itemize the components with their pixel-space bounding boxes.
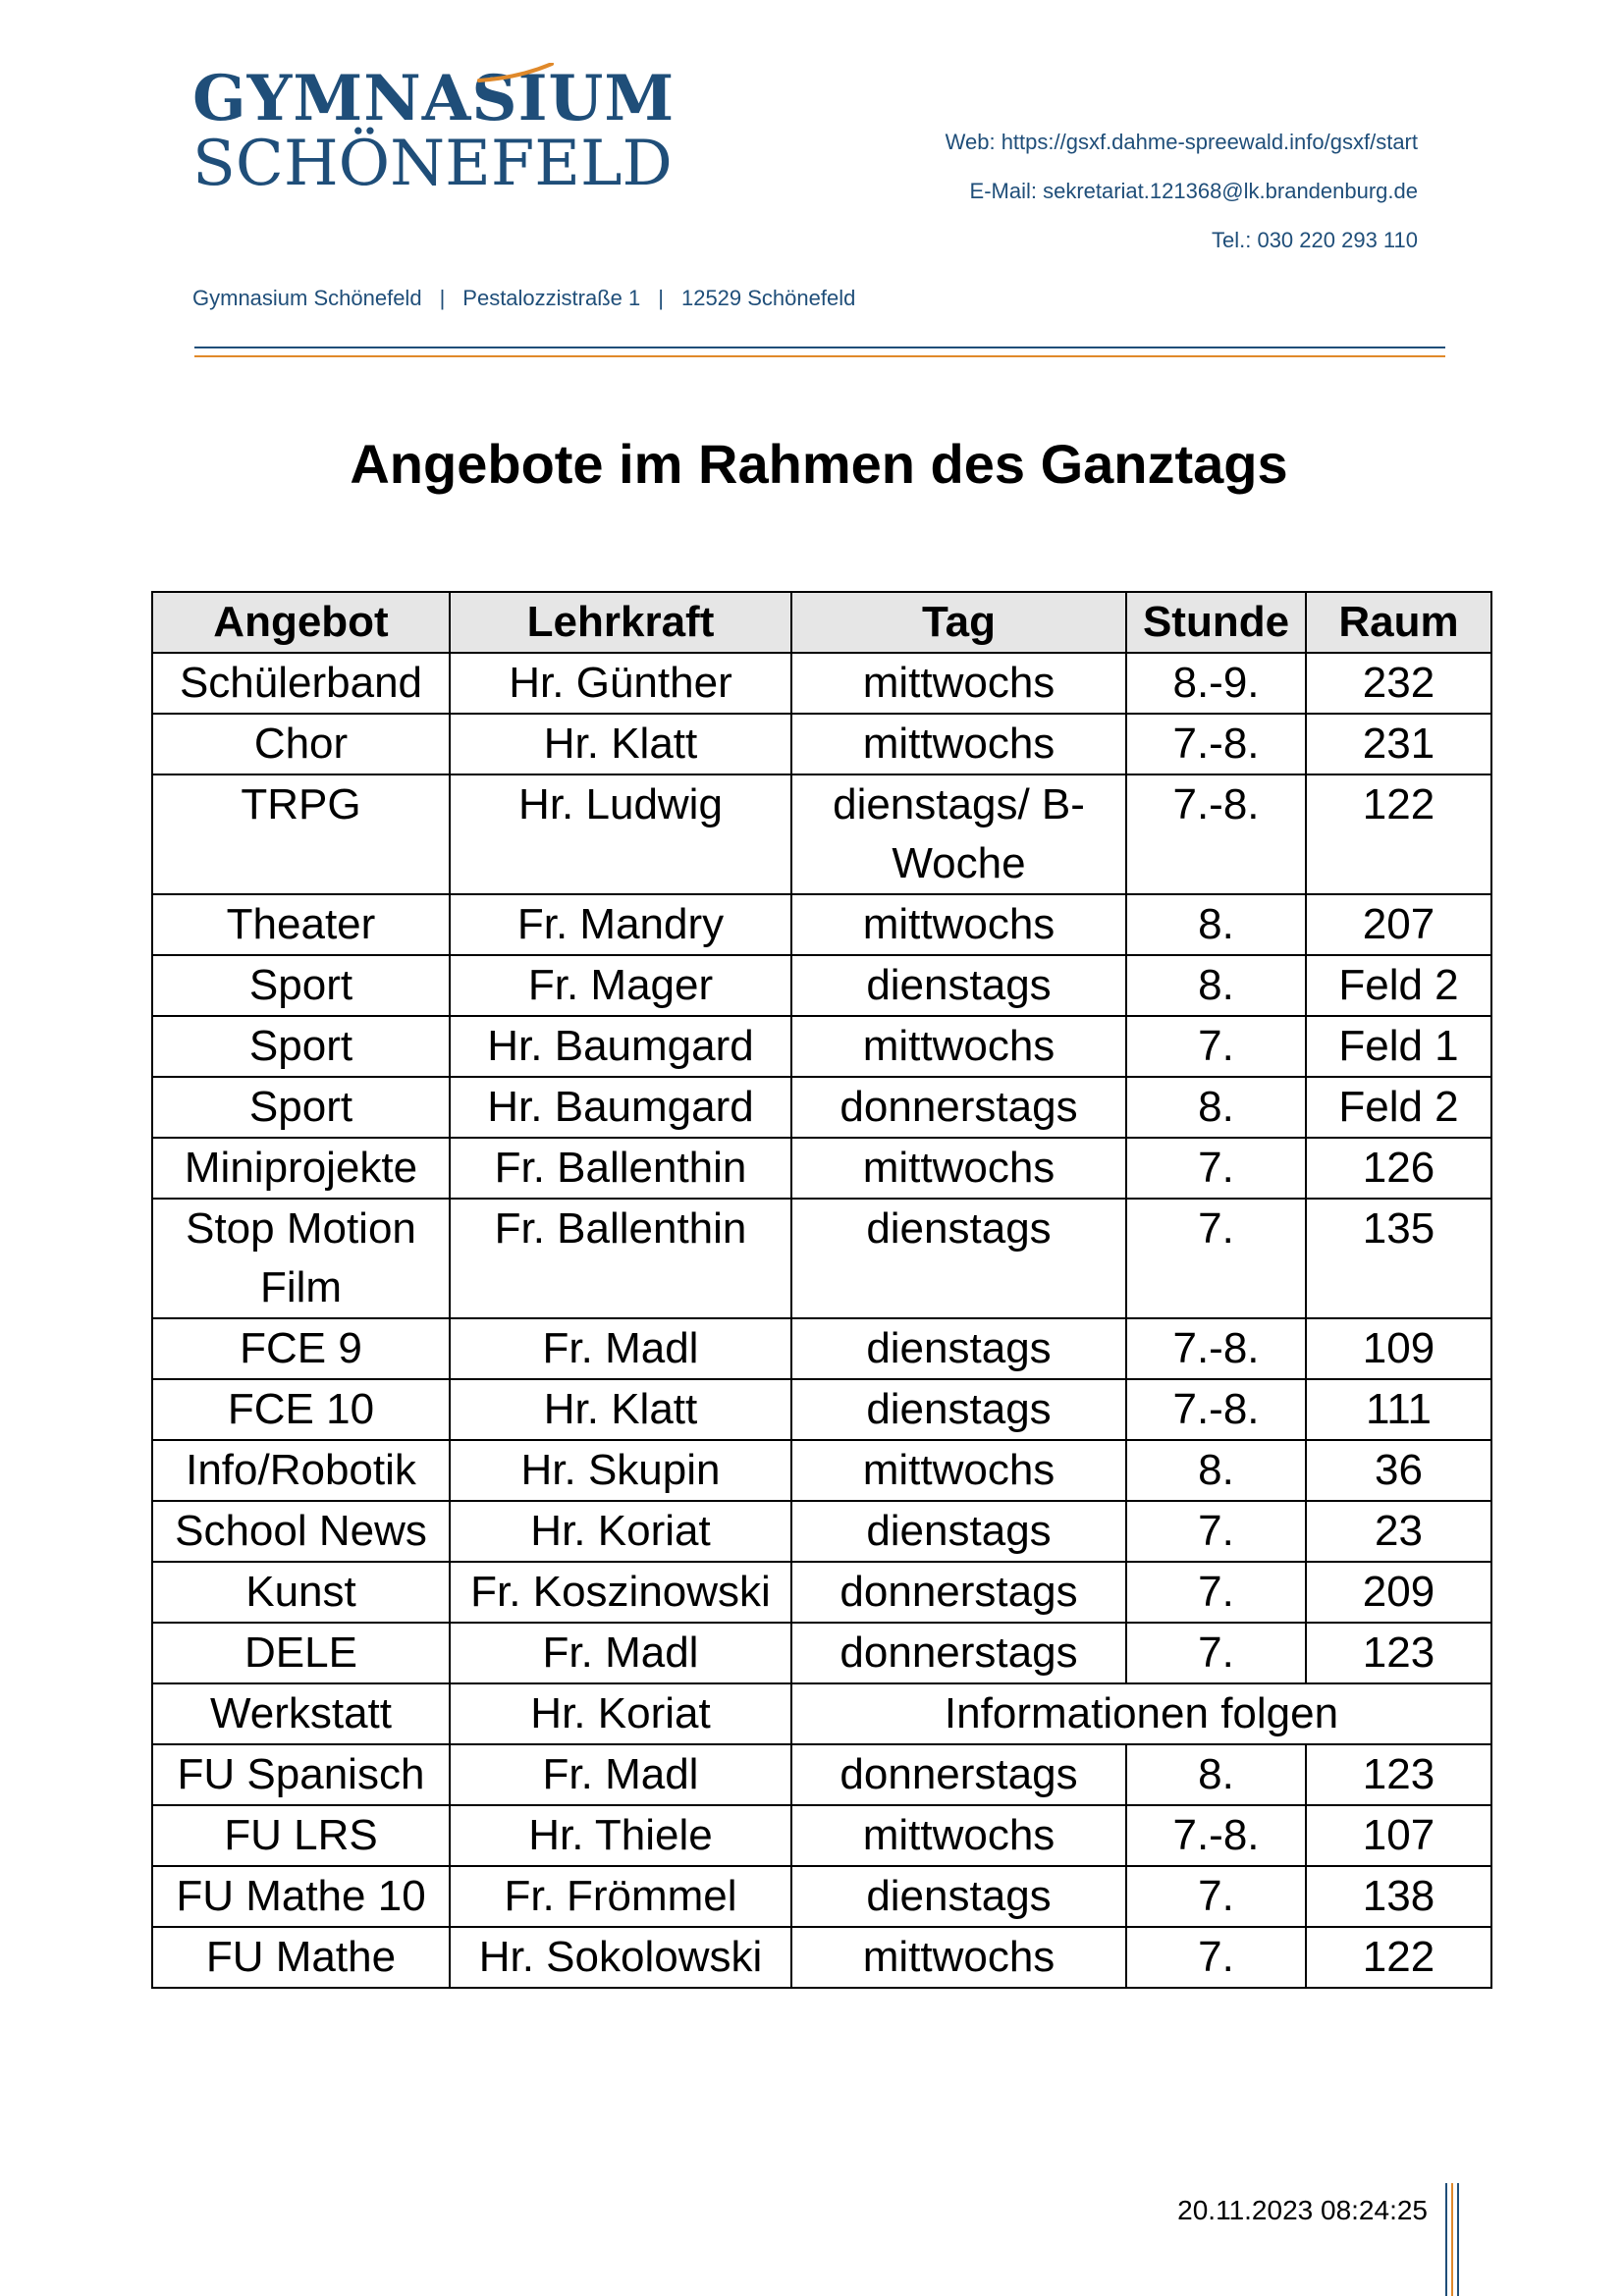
cell-tag: dienstags [791,1318,1126,1379]
cell-angebot: DELE [152,1623,450,1683]
table-row [152,894,1491,955]
header-rule-blue [194,347,1445,348]
cell-tag: donnerstags [791,1562,1126,1623]
cell-lehrkraft: Hr. Klatt [450,1379,791,1440]
offers-table-head [152,592,1491,653]
cell-stunde: 7. [1126,1562,1306,1623]
cell-angebot: Sport [152,1077,450,1138]
cell-stunde: 7.-8. [1126,1379,1306,1440]
cell-raum: 109 [1306,1318,1491,1379]
contact-block [946,128,1418,275]
cell-raum: 232 [1306,653,1491,714]
cell-stunde: 8. [1126,1077,1306,1138]
cell-raum: 123 [1306,1744,1491,1805]
footer-decoration-lines [1443,2183,1463,2296]
cell-tag: donnerstags [791,1077,1126,1138]
offers-table [151,591,1492,1989]
cell-raum: 207 [1306,894,1491,955]
cell-stunde: 7. [1126,1199,1306,1318]
contact-email: E-Mail: sekretariat.121368@lk.brandenburg.de [969,179,1418,203]
cell-angebot: Sport [152,1016,450,1077]
cell-tag: mittwochs [791,1138,1126,1199]
table-row [152,1501,1491,1562]
cell-lehrkraft: Hr. Sokolowski [450,1927,791,1988]
table-row [152,1623,1491,1683]
page-title: Angebote im Rahmen des Ganztags [350,433,1288,495]
contact-web: Web: https://gsxf.dahme-spreewald.info/gsxf/start [945,130,1418,154]
cell-tag: donnerstags [791,1623,1126,1683]
cell-stunde: 7. [1126,1016,1306,1077]
cell-tag: mittwochs [791,714,1126,774]
header-tag: Tag [791,592,1126,653]
table-row [152,1138,1491,1199]
cell-angebot: Sport [152,955,450,1016]
address-separator: | [439,286,446,310]
header-row [152,592,1491,653]
cell-tag: mittwochs [791,1805,1126,1866]
cell-lehrkraft: Fr. Ballenthin [450,1199,791,1318]
cell-stunde: 7.-8. [1126,774,1306,894]
cell-stunde: 8. [1126,1744,1306,1805]
logo-swoosh-icon [477,63,556,82]
cell-raum: 36 [1306,1440,1491,1501]
table-row [152,1562,1491,1623]
school-logo [192,62,676,200]
table-row [152,1016,1491,1077]
address-city: 12529 Schönefeld [680,286,856,310]
cell-stunde: 7. [1126,1623,1306,1683]
cell-raum: 126 [1306,1138,1491,1199]
cell-raum: 111 [1306,1379,1491,1440]
table-row [152,1077,1491,1138]
cell-lehrkraft: Hr. Skupin [450,1440,791,1501]
cell-raum: Feld 1 [1306,1016,1491,1077]
cell-angebot: School News [152,1501,450,1562]
cell-info-merged: Informationen folgen [791,1683,1491,1744]
address-line [192,286,855,311]
header-lehrkraft: Lehrkraft [450,592,791,653]
cell-raum: Feld 2 [1306,955,1491,1016]
cell-angebot: TRPG [152,774,450,894]
cell-tag: mittwochs [791,1016,1126,1077]
cell-angebot: Stop Motion Film [152,1199,450,1318]
cell-angebot: Chor [152,714,450,774]
cell-stunde: 7.-8. [1126,1318,1306,1379]
cell-stunde: 7. [1126,1501,1306,1562]
cell-tag: mittwochs [791,1927,1126,1988]
cell-stunde: 7. [1126,1927,1306,1988]
address-separator: | [658,286,664,310]
table-row [152,1805,1491,1866]
cell-raum: 231 [1306,714,1491,774]
cell-lehrkraft: Fr. Mandry [450,894,791,955]
cell-raum: 135 [1306,1199,1491,1318]
cell-stunde: 7. [1126,1138,1306,1199]
table-row [152,955,1491,1016]
table-row [152,653,1491,714]
table-row [152,1440,1491,1501]
table-row [152,1379,1491,1440]
cell-angebot: Info/Robotik [152,1440,450,1501]
cell-angebot: FU Mathe [152,1927,450,1988]
cell-lehrkraft: Hr. Baumgard [450,1016,791,1077]
cell-raum: 123 [1306,1623,1491,1683]
cell-lehrkraft: Hr. Koriat [450,1501,791,1562]
table-row [152,774,1491,894]
cell-raum: 122 [1306,774,1491,894]
cell-raum: 138 [1306,1866,1491,1927]
cell-lehrkraft: Hr. Klatt [450,714,791,774]
cell-tag: mittwochs [791,653,1126,714]
cell-angebot: Kunst [152,1562,450,1623]
offers-table-body [152,653,1491,1988]
table-row [152,1683,1491,1744]
cell-angebot: Werkstatt [152,1683,450,1744]
print-timestamp: 20.11.2023 08:24:25 [1177,2195,1428,2225]
cell-angebot: FCE 10 [152,1379,450,1440]
table-row [152,1744,1491,1805]
cell-stunde: 7.-8. [1126,1805,1306,1866]
cell-tag: dienstags [791,1199,1126,1318]
table-row [152,1199,1491,1318]
cell-angebot: FCE 9 [152,1318,450,1379]
cell-lehrkraft: Fr. Madl [450,1623,791,1683]
contact-phone: Tel.: 030 220 293 110 [1212,228,1418,252]
logo-line-gymnasium: GYMNASIUM [192,62,676,135]
cell-tag: dienstags/ B-Woche [791,774,1126,894]
cell-stunde: 8. [1126,1440,1306,1501]
cell-angebot: FU Spanisch [152,1744,450,1805]
header-angebot: Angebot [152,592,450,653]
cell-angebot: FU LRS [152,1805,450,1866]
cell-tag: dienstags [791,1379,1126,1440]
cell-tag: dienstags [791,1866,1126,1927]
cell-lehrkraft: Fr. Mager [450,955,791,1016]
table-row [152,1866,1491,1927]
table-row [152,1318,1491,1379]
cell-raum: 23 [1306,1501,1491,1562]
cell-stunde: 7.-8. [1126,714,1306,774]
cell-angebot: Schülerband [152,653,450,714]
cell-stunde: 8.-9. [1126,653,1306,714]
address-name: Gymnasium Schönefeld [192,286,422,310]
cell-angebot: Miniprojekte [152,1138,450,1199]
cell-lehrkraft: Fr. Ballenthin [450,1138,791,1199]
cell-angebot: Theater [152,894,450,955]
cell-lehrkraft: Hr. Thiele [450,1805,791,1866]
cell-angebot: FU Mathe 10 [152,1866,450,1927]
logo-line-schoenefeld: SCHÖNEFELD [192,128,673,200]
cell-raum: 107 [1306,1805,1491,1866]
table-row [152,1927,1491,1988]
header-rule-orange [194,355,1445,357]
header-raum: Raum [1306,592,1491,653]
table-row [152,714,1491,774]
cell-tag: dienstags [791,1501,1126,1562]
cell-lehrkraft: Hr. Baumgard [450,1077,791,1138]
cell-stunde: 8. [1126,894,1306,955]
cell-lehrkraft: Fr. Koszinowski [450,1562,791,1623]
address-street: Pestalozzistraße 1 [462,286,641,310]
cell-tag: mittwochs [791,894,1126,955]
cell-lehrkraft: Hr. Günther [450,653,791,714]
cell-lehrkraft: Hr. Koriat [450,1683,791,1744]
cell-raum: Feld 2 [1306,1077,1491,1138]
cell-tag: donnerstags [791,1744,1126,1805]
cell-raum: 209 [1306,1562,1491,1623]
cell-stunde: 8. [1126,955,1306,1016]
cell-lehrkraft: Fr. Madl [450,1318,791,1379]
cell-lehrkraft: Fr. Madl [450,1744,791,1805]
header-stunde: Stunde [1126,592,1306,653]
cell-raum: 122 [1306,1927,1491,1988]
cell-tag: mittwochs [791,1440,1126,1501]
cell-stunde: 7. [1126,1866,1306,1927]
cell-lehrkraft: Fr. Frömmel [450,1866,791,1927]
cell-lehrkraft: Hr. Ludwig [450,774,791,894]
cell-tag: dienstags [791,955,1126,1016]
